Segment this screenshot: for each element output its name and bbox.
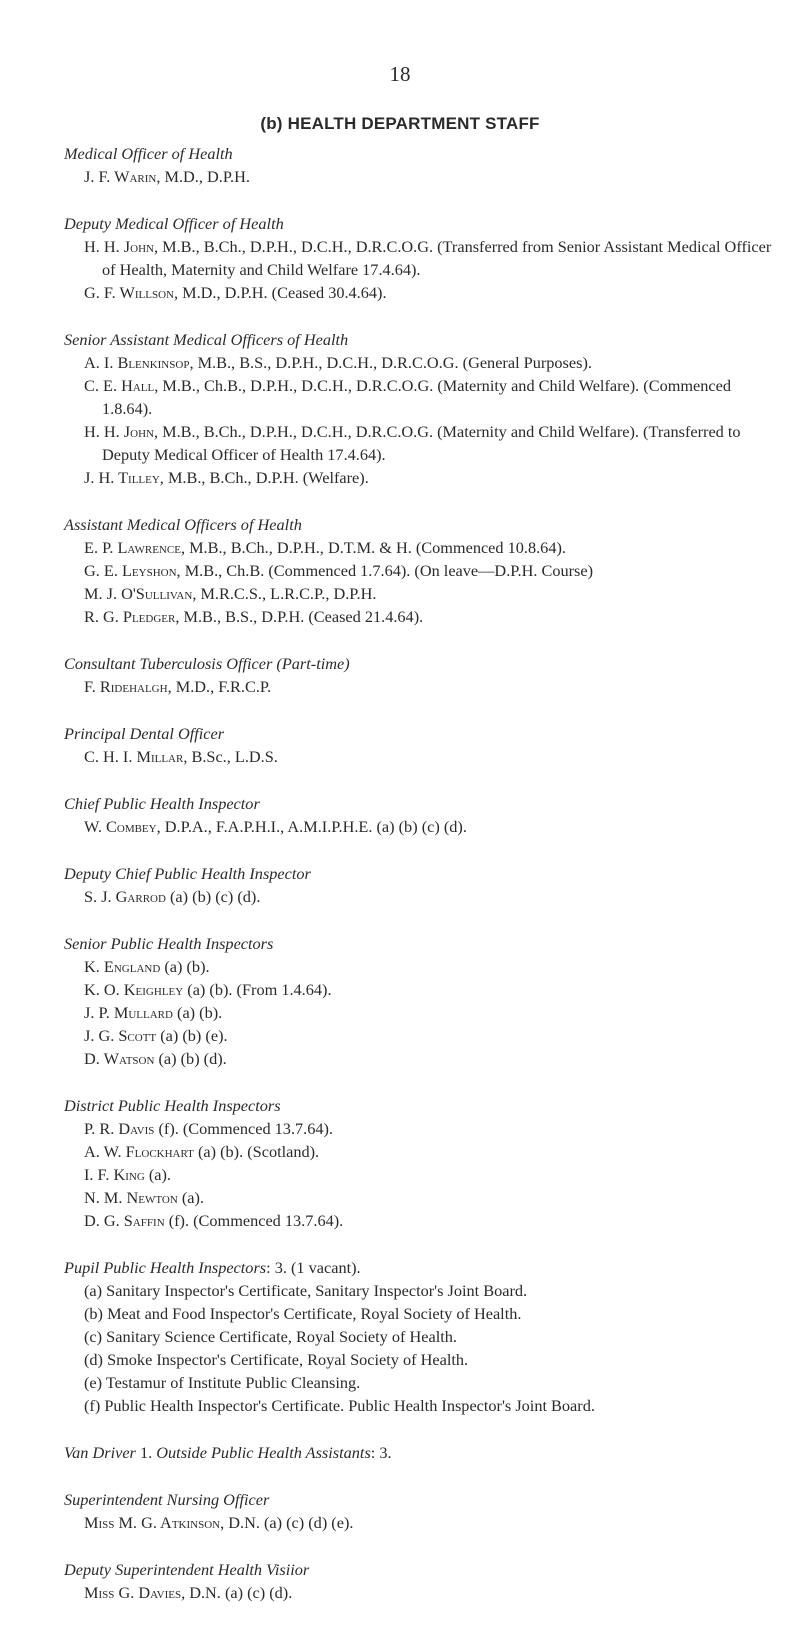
staff-detail: , M.B., B.Ch., D.P.H. (Welfare). xyxy=(159,468,369,487)
van-line xyxy=(64,1441,780,1464)
qualification-note xyxy=(64,1348,780,1371)
staff-name: J. F. Warin xyxy=(84,167,157,186)
staff-name: Miss M. G. Atkinson xyxy=(84,1513,221,1532)
outside-value: : 3. xyxy=(370,1443,392,1462)
staff-entry xyxy=(64,745,780,768)
section-title: Senior Public Health Inspectors xyxy=(64,934,274,953)
section-title: Medical Officer of Health xyxy=(64,144,233,163)
staff-section xyxy=(64,722,780,768)
section-title: Deputy Superintendent Health Visiior xyxy=(64,1560,310,1579)
staff-section xyxy=(64,792,780,838)
section-title: Deputy Medical Officer of Health xyxy=(64,214,284,233)
staff-detail: (f). (Commenced 13.7.64). xyxy=(154,1119,333,1138)
staff-section xyxy=(64,1558,780,1604)
staff-entry xyxy=(64,885,780,908)
note-text: Smoke Inspector's Certificate, Royal Society of Health. xyxy=(107,1350,469,1369)
page-heading: (b) HEALTH DEPARTMENT STAFF xyxy=(260,114,540,133)
qualification-note xyxy=(64,1279,780,1302)
staff-section xyxy=(64,932,780,1070)
staff-detail: , M.B., B.S., D.P.H. (Ceased 21.4.64). xyxy=(175,607,424,626)
section-title: Senior Assistant Medical Officers of Health xyxy=(64,330,349,349)
staff-section xyxy=(64,652,780,698)
staff-name: G. E. Leyshon xyxy=(84,561,177,580)
section-title: Superintendent Nursing Officer xyxy=(64,1490,270,1509)
pupil-title: Pupil Public Health Inspectors xyxy=(64,1258,267,1277)
section-title: Chief Public Health Inspector xyxy=(64,794,260,813)
staff-name: D. Watson xyxy=(84,1049,155,1068)
staff-entry xyxy=(64,559,780,582)
staff-detail: , D.N. (a) (c) (d). xyxy=(181,1583,293,1602)
section-title: Principal Dental Officer xyxy=(64,724,225,743)
staff-name: A. I. Blenkinsop xyxy=(84,353,190,372)
staff-detail: , D.N. (a) (c) (d) (e). xyxy=(220,1513,354,1532)
staff-name: W. Combey xyxy=(84,817,157,836)
staff-name: P. R. Davis xyxy=(84,1119,155,1138)
staff-entry xyxy=(64,978,780,1001)
staff-entry xyxy=(64,1163,780,1186)
staff-detail: , M.R.C.S., L.R.C.P., D.P.H. xyxy=(192,584,377,603)
staff-name: J. G. Scott xyxy=(84,1026,157,1045)
staff-entry xyxy=(64,235,780,281)
staff-entry xyxy=(64,1117,780,1140)
staff-entry xyxy=(64,815,780,838)
staff-section xyxy=(64,862,780,908)
staff-section xyxy=(64,142,780,188)
staff-name: M. J. O'Sullivan xyxy=(84,584,193,603)
staff-section xyxy=(64,328,780,489)
staff-detail: , M.B., Ch.B., D.P.H., D.C.H., D.R.C.O.G. (Maternity and Child Welfare). (Commenced 1.8.64). xyxy=(102,376,732,418)
note-text: Sanitary Inspector's Certificate, Sanitary Inspector's Joint Board. xyxy=(106,1281,528,1300)
qualification-note xyxy=(64,1371,780,1394)
staff-entry xyxy=(64,1140,780,1163)
page-number: 18 xyxy=(389,62,411,86)
qualification-note xyxy=(64,1302,780,1325)
qualification-notes xyxy=(64,1279,780,1417)
staff-name: D. G. Saffin xyxy=(84,1211,165,1230)
staff-detail: , M.D., F.R.C.P. xyxy=(167,677,272,696)
staff-detail: , M.D., D.P.H. (Ceased 30.4.64). xyxy=(173,283,387,302)
staff-list xyxy=(64,142,780,1628)
staff-name: C. E. Hall xyxy=(84,376,155,395)
staff-detail: , M.B., B.Ch., D.P.H., D.T.M. & H. (Commenced 10.8.64). xyxy=(180,538,566,557)
note-text: Meat and Food Inspector's Certificate, Royal Society of Health. xyxy=(107,1304,522,1323)
staff-name: C. H. I. Millar xyxy=(84,747,184,766)
note-text: Public Health Inspector's Certificate. Public Health Inspector's Joint Board. xyxy=(104,1396,595,1415)
staff-name: J. H. Tilley xyxy=(84,468,160,487)
staff-name: H. H. John xyxy=(84,422,154,441)
staff-detail: (a) (b). (From 1.4.64). xyxy=(183,980,332,999)
note-key: (c) xyxy=(84,1327,103,1346)
staff-detail: (f). (Commenced 13.7.64). xyxy=(164,1211,344,1230)
staff-entry xyxy=(64,281,780,304)
staff-name: A. W. Flockhart xyxy=(84,1142,194,1161)
staff-detail: , M.B., B.Ch., D.P.H., D.C.H., D.R.C.O.G. (Transferred from Senior Assistant Medical Officer of Health, Maternity and Child Welfare 17.4.64). xyxy=(102,237,772,279)
staff-name: K. England xyxy=(84,957,161,976)
staff-detail: (a) (b). (Scotland). xyxy=(193,1142,320,1161)
staff-name: S. J. Garrod xyxy=(84,887,166,906)
staff-name: F. Ridehalgh xyxy=(84,677,168,696)
note-key: (b) xyxy=(84,1304,103,1323)
pupil-title-suffix: : 3. (1 vacant). xyxy=(266,1258,361,1277)
staff-entry xyxy=(64,1024,780,1047)
staff-name: N. M. Newton xyxy=(84,1188,178,1207)
qualification-note xyxy=(64,1325,780,1348)
qualification-note xyxy=(64,1394,780,1417)
note-key: (f) xyxy=(84,1396,101,1415)
note-key: (a) xyxy=(84,1281,103,1300)
staff-entry xyxy=(64,1047,780,1070)
staff-entry xyxy=(64,1581,780,1604)
van-label: Van Driver xyxy=(64,1443,136,1462)
staff-detail: , M.B., B.Ch., D.P.H., D.C.H., D.R.C.O.G. (Maternity and Child Welfare). (Transferred to Deputy Medical Officer of Health 17.4.64). xyxy=(102,422,741,464)
staff-entry xyxy=(64,374,780,420)
staff-detail: (a). xyxy=(144,1165,171,1184)
staff-name: G. F. Willson xyxy=(84,283,174,302)
section-title: Deputy Chief Public Health Inspector xyxy=(64,864,311,883)
staff-section xyxy=(64,1488,780,1534)
staff-entry xyxy=(64,536,780,559)
staff-entry xyxy=(64,165,780,188)
staff-entry xyxy=(64,1186,780,1209)
staff-entry xyxy=(64,955,780,978)
staff-sections xyxy=(64,142,780,1232)
staff-entry xyxy=(64,675,780,698)
staff-entry xyxy=(64,466,780,489)
note-key: (d) xyxy=(84,1350,103,1369)
staff-entry xyxy=(64,351,780,374)
van-row xyxy=(64,1441,780,1464)
staff-name: E. P. Lawrence xyxy=(84,538,181,557)
note-text: Sanitary Science Certificate, Royal Society of Health. xyxy=(106,1327,457,1346)
staff-section xyxy=(64,1094,780,1232)
staff-name: K. O. Keighley xyxy=(84,980,184,999)
staff-entry xyxy=(64,1209,780,1232)
staff-detail: (a) (b) (e). xyxy=(156,1026,228,1045)
section-title: Assistant Medical Officers of Health xyxy=(64,515,302,534)
staff-name: Miss G. Davies xyxy=(84,1583,182,1602)
staff-name: I. F. King xyxy=(84,1165,145,1184)
section-title: Consultant Tuberculosis Officer (Part-time) xyxy=(64,654,350,673)
note-key: (e) xyxy=(84,1373,103,1392)
staff-detail: (a) (b). xyxy=(172,1003,223,1022)
van-value: 1. xyxy=(135,1443,157,1462)
staff-detail: (a) (b) (d). xyxy=(154,1049,227,1068)
staff-entry xyxy=(64,1001,780,1024)
section-title xyxy=(64,1256,780,1279)
staff-name: H. H. John xyxy=(84,237,154,256)
staff-entry xyxy=(64,1511,780,1534)
staff-entry xyxy=(64,582,780,605)
section-title: District Public Health Inspectors xyxy=(64,1096,281,1115)
staff-detail: , D.P.A., F.A.P.H.I., A.M.I.P.H.E. (a) (b) (c) (d). xyxy=(156,817,467,836)
staff-detail: (a) (b) (c) (d). xyxy=(165,887,261,906)
outside-label: Outside Public Health Assistants xyxy=(156,1443,371,1462)
staff-entry xyxy=(64,420,780,466)
pupil-section xyxy=(64,1256,780,1417)
staff-detail: , M.D., D.P.H. xyxy=(156,167,250,186)
staff-detail: , M.B., B.S., D.P.H., D.C.H., D.R.C.O.G. (General Purposes). xyxy=(189,353,592,372)
staff-entry xyxy=(64,605,780,628)
staff-detail: , M.B., Ch.B. (Commenced 1.7.64). (On leave—D.P.H. Course) xyxy=(176,561,594,580)
staff-section xyxy=(64,513,780,628)
staff-detail: , B.Sc., L.D.S. xyxy=(183,747,278,766)
staff-detail: (a) (b). xyxy=(160,957,210,976)
note-text: Testamur of Institute Public Cleansing. xyxy=(105,1373,361,1392)
staff-section xyxy=(64,212,780,304)
staff-name: R. G. Pledger xyxy=(84,607,176,626)
staff-name: J. P. Mullard xyxy=(84,1003,173,1022)
tail-sections xyxy=(64,1488,780,1604)
staff-detail: (a). xyxy=(177,1188,205,1207)
